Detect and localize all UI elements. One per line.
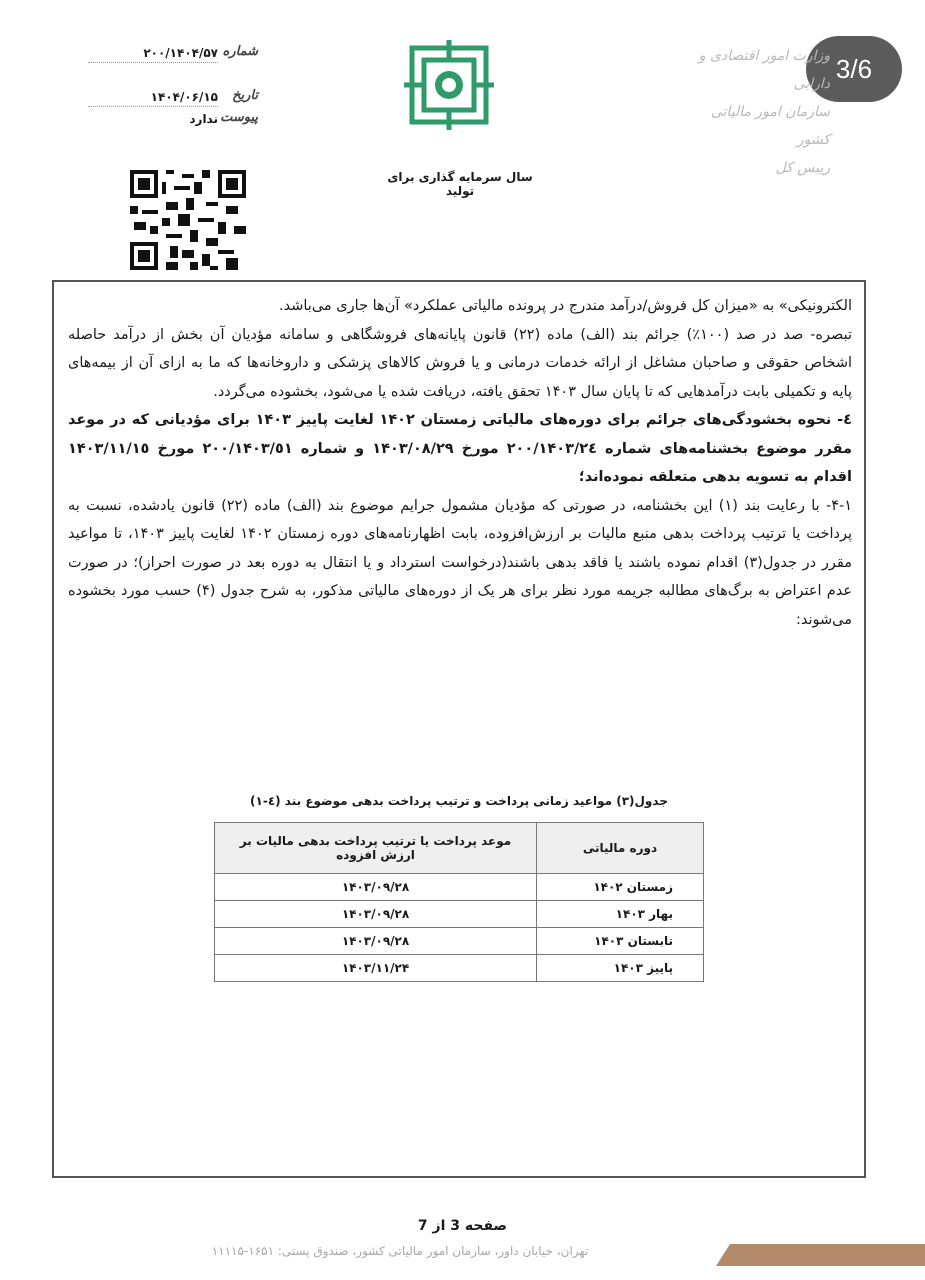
period-cell: پاییز ۱۴۰۳ <box>537 955 704 982</box>
payment-deadline-table <box>214 822 704 982</box>
date-label: تاریخ <box>232 88 258 103</box>
page-counter-badge: 3/6 <box>806 36 902 102</box>
meta-number-row <box>88 44 258 70</box>
deadline-cell: ۱۴۰۳/۰۹/۲۸ <box>215 874 537 901</box>
qr-code-icon <box>130 170 246 270</box>
meta-attachment-row <box>88 110 258 136</box>
slogan: سال سرمایه گذاری برای تولید <box>387 170 533 198</box>
content-frame <box>52 280 866 1178</box>
table-title: جدول(۳) مواعید زمانی پرداخت و ترتیب پرداخت بدهی موضوع بند (٤-١) <box>250 794 668 808</box>
organization-heading <box>690 42 830 182</box>
page-number: صفحه 3 از 7 <box>417 1218 508 1234</box>
table-header-row <box>215 823 704 874</box>
paragraph-note: تبصره- صد در صد (۱۰۰٪) جرائم بند (الف) ماده (۲۲) قانون پایانه‌های فروشگاهی و سامانه مؤدیان آن بخش از درآمد حاصله اشخاص حقوقی و صاحبان مشاغل از ارائه خدمات درمانی و یا فروش کالاهای پزشکی و داروخانه‌ها که ما به ازای آن از بیمه‌های پایه و تکمیلی بابت درآمدهایی که تا پایان سال ۱۴۰۳ تحقق یافته، دریافت شده یا می‌شود، بخشوده می‌گردد. <box>68 326 853 400</box>
deadline-cell: ۱۴۰۳/۱۱/۲۴ <box>215 955 537 982</box>
footer-decoration <box>730 1244 925 1266</box>
section-heading: ٤- نحوه بخشودگی‌های جرائم برای دوره‌های مالیاتی زمستان ۱۴۰۲ لغایت پاییز ۱۴۰۳ برای مؤدیانی که در موعد مقرر موضوع بخشنامه‌های شماره ۲۰۰/۱۴۰۳/۲٤ مورخ ۱۴۰۳/۰۸/۲۹ و شماره ۲۰۰/۱۴۰۳/٥۱ مورخ ۱۴۰۳/۱۱/۱٥ اقدام به تسویه بدهی متعلقه نموده‌اند؛ <box>68 412 853 485</box>
letter-meta <box>88 44 258 126</box>
attachment-label: پیوست <box>220 110 258 125</box>
period-cell: تابستان ۱۴۰۳ <box>537 928 704 955</box>
date-value: ۱۴۰۴/۰۶/۱۵ <box>150 90 218 104</box>
table-row <box>215 901 704 928</box>
column-header-period: دوره مالیاتی <box>537 823 704 874</box>
paragraph-continuation: الکترونیکی» به «میزان کل فروش/درآمد مندرج در پرونده مالیاتی عملکرد» آن‌ها جاری می‌باشد. <box>279 298 852 314</box>
table-row <box>215 874 704 901</box>
paragraph-clause: ۴-۱- با رعایت بند (۱) این بخشنامه، در صورتی که مؤدیان مشمول جرایم موضوع بند (الف) ماده (۲۲) قانون یادشده، نسبت به پرداخت یا ترتیب پرداخت بدهی منبع مالیات بر ارزش‌افزوده، بابت اظهارنامه‌های دوره زمستان ۱۴۰۲ لغایت پاییز ۱۴۰۳، تا مواعید مقرر در جدول(۳) اقدام نموده باشند یا فاقد بدهی باشند(درخواست استرداد و یا انتقال به دوره بعد در صورت احراز)؛ در صورت عدم اعتراض به برگ‌های مطالبه جریمه مورد نظر برای هر یک از دوره‌های مالیاتی مذکور، به شرح جدول (۴) حسب مورد بخشوده می‌شوند: <box>68 497 853 628</box>
attachment-value: ندارد <box>189 112 218 126</box>
org-line: سازمان امور مالیاتی کشور <box>710 104 830 148</box>
column-header-deadline: موعد پرداخت یا ترتیب پرداخت بدهی مالیات بر ارزش افزوده <box>215 823 537 874</box>
number-label: شماره <box>222 44 258 59</box>
number-value: ۲۰۰/۱۴۰۴/۵۷ <box>143 46 218 60</box>
org-line: رییس کل <box>775 160 830 176</box>
table-row <box>215 955 704 982</box>
deadline-cell: ۱۴۰۳/۰۹/۲۸ <box>215 901 537 928</box>
tax-organization-logo-icon <box>404 40 494 130</box>
body-text <box>68 292 852 634</box>
deadline-cell: ۱۴۰۳/۰۹/۲۸ <box>215 928 537 955</box>
period-cell: بهار ۱۴۰۳ <box>537 901 704 928</box>
footer-address: تهران، خیابان داور، سازمان امور مالیاتی کشور، صندوق پستی: ۱۶۵۱-۱۱۱۱۵ <box>211 1244 589 1258</box>
table-row <box>215 928 704 955</box>
period-cell: زمستان ۱۴۰۲ <box>537 874 704 901</box>
org-line: وزارت امور اقتصادی و دارایی <box>698 48 830 92</box>
